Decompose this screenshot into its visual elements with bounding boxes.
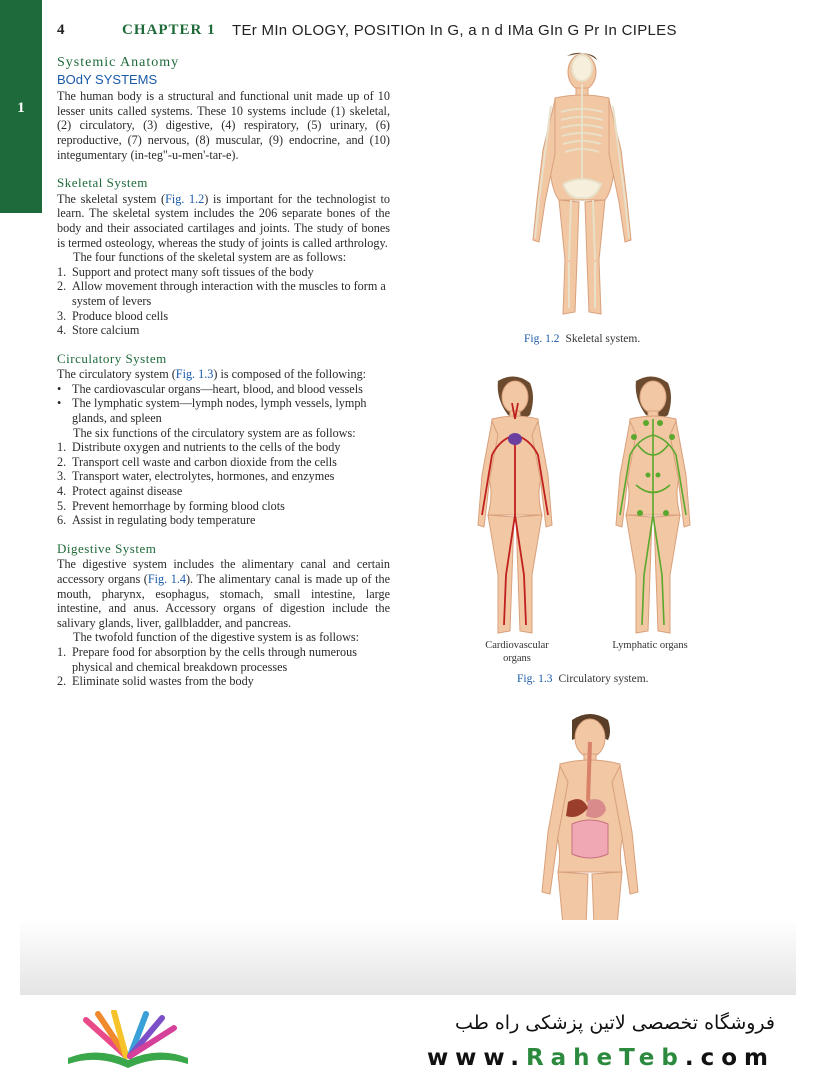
heading-skeletal-system: Skeletal System <box>57 175 148 191</box>
lymphatic-label: Lymphatic organs <box>612 640 688 651</box>
list-item: 2. Allow movement through interaction with the muscles to form a system of levers <box>57 279 386 308</box>
circulatory-functions-intro: The six functions of the circulatory system are as follows: <box>73 425 356 440</box>
list-item: 3. Transport water, electrolytes, hormones, and enzymes <box>57 469 335 484</box>
skeletal-paragraph: The skeletal system (Fig. 1.2) is important for the technologist to learn. The skeletal system includes the 206 separate bones of the body and their associated cartilages and joints. The study of bones is termed osteology, whereas the study of joints is called arthrology. <box>57 191 390 250</box>
cardiovascular-illustration <box>470 375 560 637</box>
list-item: 3. Produce blood cells <box>57 308 169 323</box>
heading-circulatory-system: Circulatory System <box>57 350 167 366</box>
digestive-functions-list <box>57 645 390 689</box>
skeletal-system-illustration <box>525 50 640 322</box>
footer-store-name: فروشگاه تخصصی لاتین پزشکی راه طب <box>455 1012 775 1034</box>
list-item: 1. Support and protect many soft tissues of the body <box>57 264 314 279</box>
fig-1-3-caption: Fig. 1.3 Circulatory system. <box>517 673 649 685</box>
fig-1-2-label: Fig. 1.2 <box>524 333 560 345</box>
chapter-title: TEr MIn OLOGY, POSITIOn In G, a n d IMa GIn G Pr In CIPLES <box>232 22 677 39</box>
list-item: 5. Prevent hemorrhage by forming blood clots <box>57 498 285 513</box>
skeletal-functions-list <box>57 265 390 338</box>
fig-1-2-caption: Fig. 1.2 Skeletal system. <box>524 333 641 345</box>
list-item: 2. Transport cell waste and carbon dioxide from the cells <box>57 454 337 469</box>
circulatory-components-list <box>57 382 390 426</box>
book-logo-icon <box>64 1010 192 1070</box>
footer-website[interactable]: www.RaheTeb.com <box>426 1045 775 1071</box>
intro-paragraph: The human body is a structural and functional unit made up of 10 lesser units called systems. These 10 systems include (1) skeletal, (2) circulatory, (3) digestive, (4) respiratory, (5) urinary, (6) reproductive, (7) nervous, (8) muscular, (9) endocrine, and (10) integumentary (in-teg"-u-men'-tar-e). <box>57 89 390 162</box>
fig-1-2-link[interactable]: Fig. 1.2 <box>165 191 205 206</box>
list-item: • The cardiovascular organs—heart, blood, and blood vessels <box>57 381 363 396</box>
list-item: 1. Distribute oxygen and nutrients to the cells of the body <box>57 440 341 455</box>
list-item: • The lymphatic system—lymph nodes, lymph vessels, lymph glands, and spleen <box>57 396 367 426</box>
page-number: 4 <box>57 22 65 38</box>
fig-1-4-link[interactable]: Fig. 1.4 <box>147 572 186 586</box>
text-column <box>57 56 390 689</box>
subheading-body-systems: BOdY SYSTEMS <box>57 71 158 87</box>
heading-digestive-system: Digestive System <box>57 540 157 556</box>
chapter-tab <box>0 0 42 213</box>
circulatory-paragraph: The circulatory system (Fig. 1.3) is composed of the following: <box>57 367 367 382</box>
fig-1-3-link[interactable]: Fig. 1.3 <box>175 367 214 382</box>
list-item: 1. Prepare food for absorption by the cells through numerous physical and chemical breakdown processes <box>57 644 357 674</box>
cardiovascular-label: Cardiovascular organs <box>485 640 549 664</box>
fig-1-3-label: Fig. 1.3 <box>517 673 553 685</box>
list-item: 4. Protect against disease <box>57 484 183 499</box>
skeletal-functions-intro: The four functions of the skeletal system are as follows: <box>73 250 347 265</box>
circulatory-functions-list <box>57 440 390 528</box>
list-item: 2. Eliminate solid wastes from the body <box>57 674 254 689</box>
bottom-fade <box>20 920 796 995</box>
section-heading-systemic-anatomy: Systemic Anatomy <box>57 55 180 70</box>
lymphatic-illustration <box>608 375 698 637</box>
digestive-functions-intro: The twofold function of the digestive system is as follows: <box>73 630 360 645</box>
list-item: 4. Store calcium <box>57 323 140 338</box>
chapter-label: CHAPTER 1 <box>122 22 216 38</box>
digestive-paragraph: The digestive system includes the alimentary canal and certain accessory organs (Fig. 1.4). The alimentary canal is made up of the mouth, pharynx, esophagus, stomach, small intestine, large intestine, and anus. Accessory organs of digestion include the salivary glands, liver, gallbladder, and pancreas. <box>57 557 391 630</box>
chapter-tab-number: 1 <box>17 100 25 116</box>
list-item: 6. Assist in regulating body temperature <box>57 513 256 528</box>
